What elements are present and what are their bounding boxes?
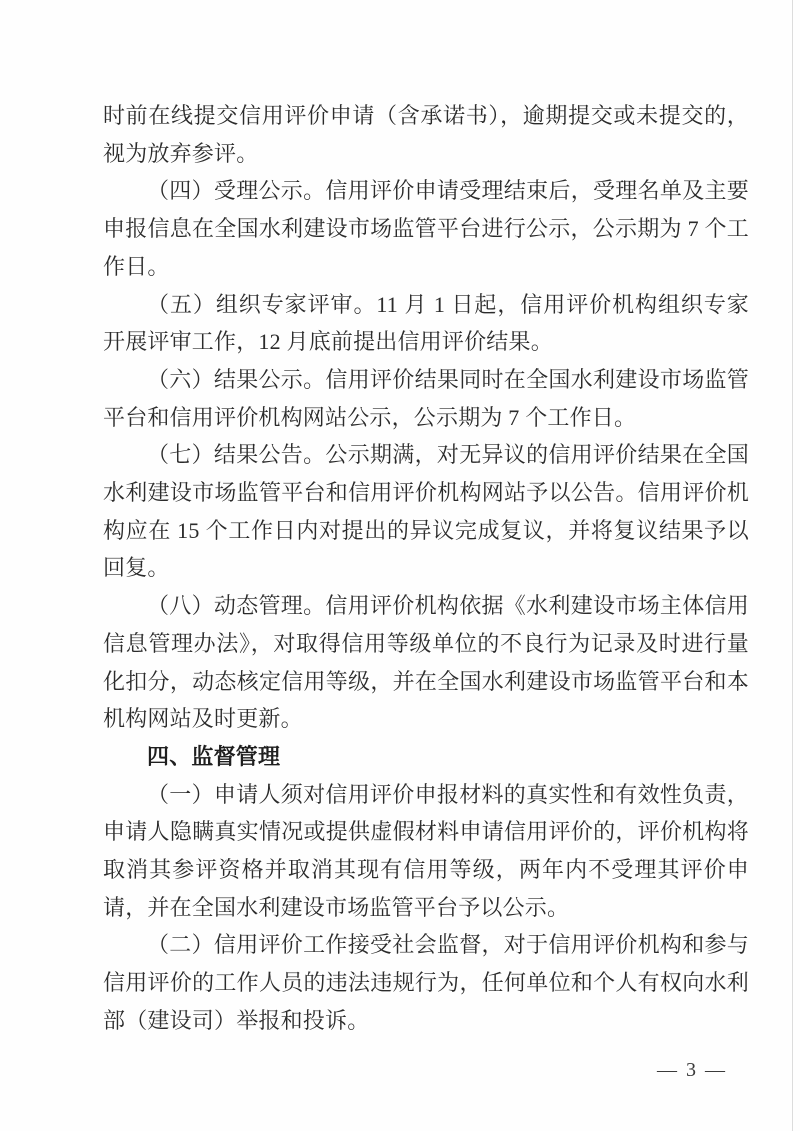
body-paragraph: （七）结果公告。公示期满，对无异议的信用评价结果在全国水利建设市场监管平台和信用评价机构网站予以公告。信用评价机构应在 15 个工作日内对提出的异议完成复议，并将复议结果予以回复。: [103, 442, 749, 581]
section-heading: 四、监督管理: [147, 743, 281, 769]
body-paragraph: （八）动态管理。信用评价机构依据《水利建设市场主体信用信息管理办法》，对取得信用等级单位的不良行为记录及时进行量化扣分，动态核定信用等级，并在全国水利建设市场监管平台和本机构网站及时更新。: [103, 593, 749, 732]
body-paragraph: （五）组织专家评审。11 月 1 日起，信用评价机构组织专家开展评审工作，12 月底前提出信用评价结果。: [103, 291, 749, 355]
body-paragraph: （六）结果公示。信用评价结果同时在全国水利建设市场监管平台和信用评价机构网站公示，公示期为 7 个工作日。: [103, 366, 749, 430]
body-paragraph: （二）信用评价工作接受社会监督，对于信用评价机构和参与信用评价的工作人员的违法违规行为，任何单位和个人有权向水利部（建设司）举报和投诉。: [103, 932, 749, 1033]
body-paragraph: （四）受理公示。信用评价申请受理结束后，受理名单及主要申报信息在全国水利建设市场监管平台进行公示，公示期为 7 个工作日。: [103, 178, 749, 279]
document-body: [103, 97, 749, 1040]
scan-edge-artifact: [792, 0, 793, 1131]
page-number: — 3 —: [657, 1059, 727, 1081]
body-paragraph: （一）申请人须对信用评价申报材料的真实性和有效性负责，申请人隐瞒真实情况或提供虚假材料申请信用评价的，评价机构将取消其参评资格并取消其现有信用等级，两年内不受理其评价申请，并在全国水利建设市场监管平台予以公示。: [103, 781, 749, 920]
body-paragraph: 时前在线提交信用评价申请（含承诺书），逾期提交或未提交的，视为放弃参评。: [103, 103, 749, 166]
